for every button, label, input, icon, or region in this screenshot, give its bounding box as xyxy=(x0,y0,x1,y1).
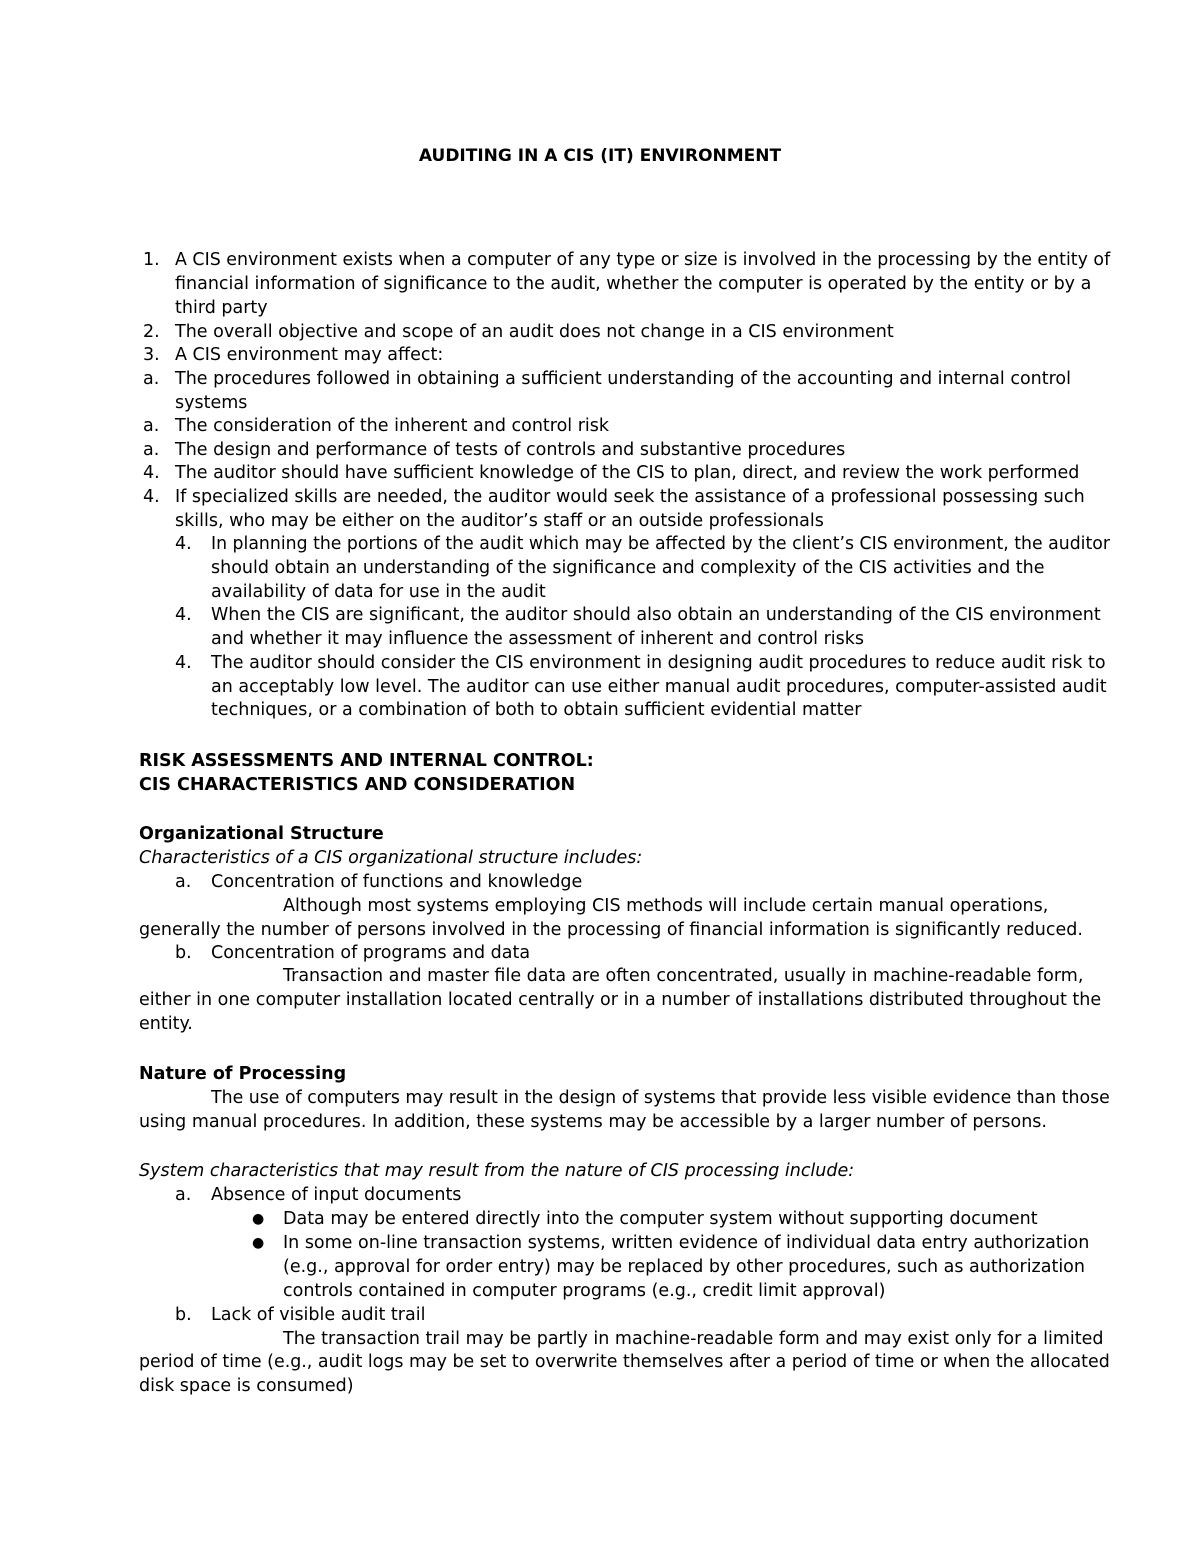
subsection-heading: Organizational Structure xyxy=(139,824,384,844)
list-line: The consideration of the inherent and control risk xyxy=(175,416,610,436)
paragraph-line: The use of computers may result in the design of systems that provide less visible evidence than those xyxy=(211,1088,1110,1108)
list-line: The auditor should have sufficient knowledge of the CIS to plan, direct, and review the work performed xyxy=(175,463,1080,483)
list-marker: b. xyxy=(175,1305,192,1325)
list-line: A CIS environment may affect: xyxy=(175,345,444,365)
list-marker: 4. xyxy=(175,605,192,625)
bullet-icon: ● xyxy=(252,1235,265,1251)
bullet-line: controls contained in computer programs (e.g., credit limit approval) xyxy=(283,1281,886,1301)
list-line: systems xyxy=(175,393,248,413)
list-line: In planning the portions of the audit which may be affected by the client’s CIS environment, the auditor xyxy=(211,534,1110,554)
list-marker: a. xyxy=(143,440,160,460)
bullet-line: In some on-line transaction systems, written evidence of individual data entry authorization xyxy=(283,1233,1090,1253)
list-marker: b. xyxy=(175,943,192,963)
paragraph-line: The transaction trail may be partly in machine-readable form and may exist only for a limited xyxy=(283,1329,1104,1349)
paragraph-line: Transaction and master file data are often concentrated, usually in machine-readable form, xyxy=(283,966,1084,986)
list-line: should obtain an understanding of the significance and complexity of the CIS activities and the xyxy=(211,558,1045,578)
bullet-icon: ● xyxy=(252,1211,265,1227)
list-line: When the CIS are significant, the auditor should also obtain an understanding of the CIS environment xyxy=(211,605,1101,625)
list-marker: 4. xyxy=(143,487,160,507)
paragraph-line: disk space is consumed) xyxy=(139,1376,354,1396)
page-title: AUDITING IN A CIS (IT) ENVIRONMENT xyxy=(418,146,782,166)
subsection-heading: Nature of Processing xyxy=(139,1064,347,1084)
paragraph-line: entity. xyxy=(139,1014,193,1034)
list-line: The design and performance of tests of controls and substantive procedures xyxy=(175,440,846,460)
list-marker: a. xyxy=(175,872,192,892)
list-line: financial information of significance to the audit, whether the computer is operated by the entity or by a xyxy=(175,274,1092,294)
list-line: an acceptably low level. The auditor can use either manual audit procedures, computer-assisted audit xyxy=(211,677,1107,697)
list-line: The auditor should consider the CIS environment in designing audit procedures to reduce audit risk to xyxy=(211,653,1106,673)
bullet-line: Data may be entered directly into the computer system without supporting document xyxy=(283,1209,1038,1229)
item-label: Absence of input documents xyxy=(211,1185,462,1205)
list-line: The procedures followed in obtaining a sufficient understanding of the accounting and internal control xyxy=(175,369,1071,389)
list-line: A CIS environment exists when a computer of any type or size is involved in the processing by the entity of xyxy=(175,250,1111,270)
list-marker: a. xyxy=(143,416,160,436)
list-line: techniques, or a combination of both to obtain sufficient evidential matter xyxy=(211,700,862,720)
list-marker: 4. xyxy=(175,534,192,554)
list-line: If specialized skills are needed, the auditor would seek the assistance of a professional possessing such xyxy=(175,487,1085,507)
intro-text: Characteristics of a CIS organizational structure includes: xyxy=(139,848,643,868)
paragraph-line: generally the number of persons involved in the processing of financial information is significantly reduced. xyxy=(139,920,1083,940)
item-label: Concentration of functions and knowledge xyxy=(211,872,583,892)
intro-text: System characteristics that may result from the nature of CIS processing include: xyxy=(139,1161,855,1181)
list-line: and whether it may influence the assessment of inherent and control risks xyxy=(211,629,865,649)
list-line: third party xyxy=(175,298,268,318)
section-heading-line: CIS CHARACTERISTICS AND CONSIDERATION xyxy=(139,775,576,795)
list-marker: 4. xyxy=(175,653,192,673)
section-heading-line: RISK ASSESSMENTS AND INTERNAL CONTROL: xyxy=(139,751,594,771)
list-marker: 1. xyxy=(143,250,160,270)
list-line: availability of data for use in the audit xyxy=(211,582,546,602)
item-label: Lack of visible audit trail xyxy=(211,1305,426,1325)
list-marker: a. xyxy=(175,1185,192,1205)
list-marker: a. xyxy=(143,369,160,389)
paragraph-line: using manual procedures. In addition, these systems may be accessible by a larger number of persons. xyxy=(139,1112,1047,1132)
paragraph-line: Although most systems employing CIS methods will include certain manual operations, xyxy=(283,896,1049,916)
list-marker: 2. xyxy=(143,322,160,342)
list-marker: 3. xyxy=(143,345,160,365)
paragraph-line: period of time (e.g., audit logs may be set to overwrite themselves after a period of time or when the allocated xyxy=(139,1352,1110,1372)
list-marker: 4. xyxy=(143,463,160,483)
list-line: The overall objective and scope of an audit does not change in a CIS environment xyxy=(175,322,894,342)
bullet-line: (e.g., approval for order entry) may be replaced by other procedures, such as authorization xyxy=(283,1257,1085,1277)
item-label: Concentration of programs and data xyxy=(211,943,531,963)
list-line: skills, who may be either on the auditor’s staff or an outside professionals xyxy=(175,511,824,531)
paragraph-line: either in one computer installation located centrally or in a number of installations distributed throughout the xyxy=(139,990,1102,1010)
